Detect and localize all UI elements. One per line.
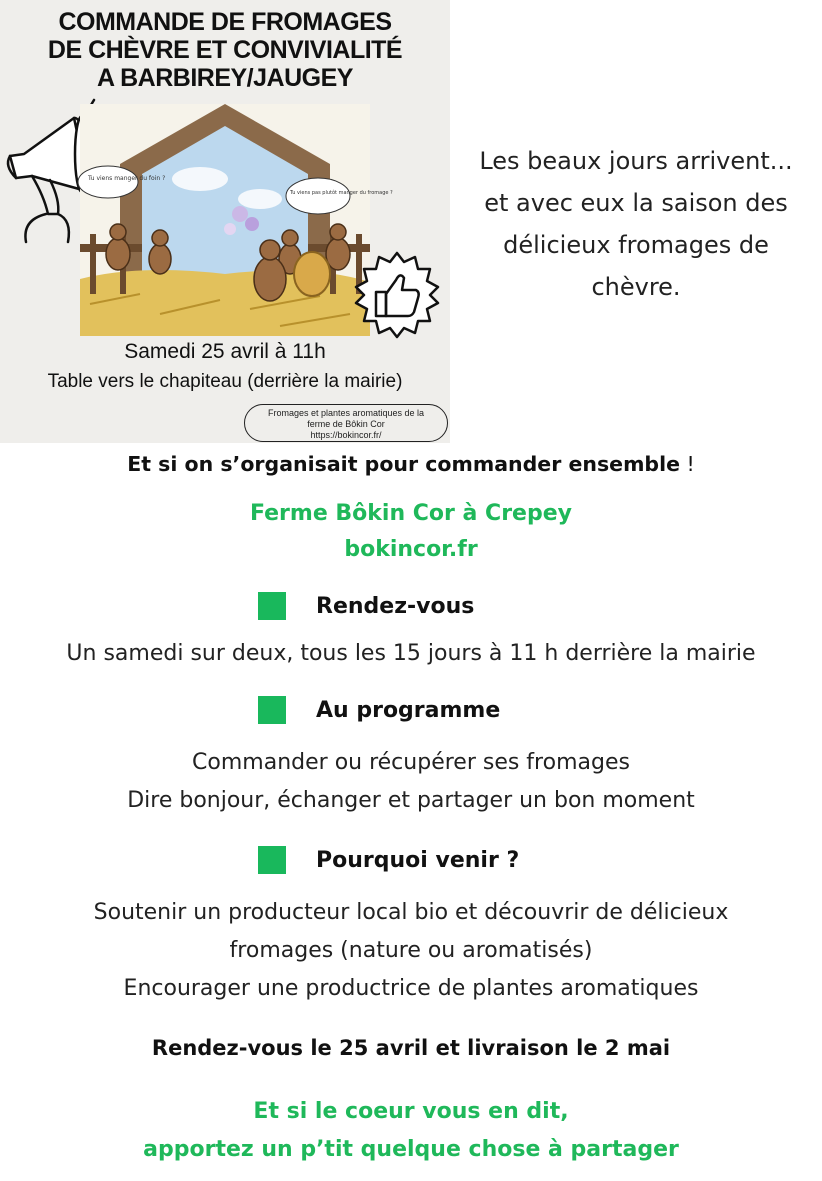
headline [0, 452, 822, 476]
poster-date: Samedi 25 avril à 11h [124, 340, 326, 363]
section-title: Rendez-vous [316, 593, 475, 619]
headline-bold: Et si on s’organisait pour commander ensemble [127, 452, 681, 476]
section-programme-text [0, 744, 822, 820]
intro-line-2: et avec eux la saison des [484, 189, 788, 217]
farm-name: Ferme Bôkin Cor à Crepey [250, 501, 572, 526]
thumbs-up-icon [352, 250, 442, 340]
poster-credit [244, 404, 448, 442]
goat-barn-illustration [80, 104, 393, 336]
poster-credit-line-2: ferme de Bôkin Cor [307, 419, 385, 429]
poster-credit-url[interactable]: https://bokincor.fr/ [310, 430, 382, 440]
text-line: Encourager une productrice de plantes aromatiques [123, 976, 699, 1001]
farm-info [0, 496, 822, 568]
section-rendez-vous-text [0, 635, 822, 673]
final-message [0, 1093, 822, 1169]
text-line: Un samedi sur deux, tous les 15 jours à 11 h derrière la mairie [66, 641, 756, 666]
intro-line-1: Les beaux jours arrivent... [479, 147, 793, 175]
poster-place: Table vers le chapiteau (derrière la mairie) [47, 371, 403, 392]
final-line-1: Et si le coeur vous en dit, [253, 1099, 569, 1124]
green-square-icon [258, 846, 286, 874]
section-pourquoi-text [0, 894, 822, 1008]
event-poster [0, 0, 450, 443]
section-title: Au programme [316, 697, 501, 723]
headline-tail: ! [680, 452, 695, 476]
farm-website[interactable]: bokincor.fr [344, 537, 478, 562]
intro-line-3: délicieux fromages de [503, 231, 769, 259]
text-line: Soutenir un producteur local bio et découvrir de délicieux [93, 900, 729, 925]
intro-line-4: chèvre. [591, 273, 681, 301]
closing-line: Rendez-vous le 25 avril et livraison le 2 mai [151, 1036, 671, 1060]
section-rendez-vous [258, 591, 474, 621]
section-pourquoi [258, 845, 519, 875]
green-square-icon [258, 696, 286, 724]
poster-title-line-2: DE CHÈVRE ET CONVIVIALITÉ [47, 36, 403, 64]
green-square-icon [258, 592, 286, 620]
poster-credit-line-1: Fromages et plantes aromatiques de la [267, 408, 425, 418]
text-line: Commander ou récupérer ses fromages [192, 750, 630, 775]
final-line-2: apportez un p’tit quelque chose à partager [143, 1137, 679, 1162]
text-line: fromages (nature ou aromatisés) [229, 938, 593, 963]
poster-title [0, 8, 450, 92]
section-programme [258, 695, 500, 725]
bubble-right-text: Tu viens pas plutôt manger du fromage ? [290, 190, 393, 196]
text-line: Dire bonjour, échanger et partager un bon moment [127, 788, 695, 813]
bubble-left-text: Tu viens manger du foin ? [88, 175, 166, 182]
poster-title-line-1: COMMANDE DE FROMAGES [58, 8, 392, 36]
section-title: Pourquoi venir ? [316, 847, 520, 873]
intro-text [450, 140, 822, 308]
poster-title-line-3: A BARBIREY/JAUGEY [97, 64, 353, 92]
